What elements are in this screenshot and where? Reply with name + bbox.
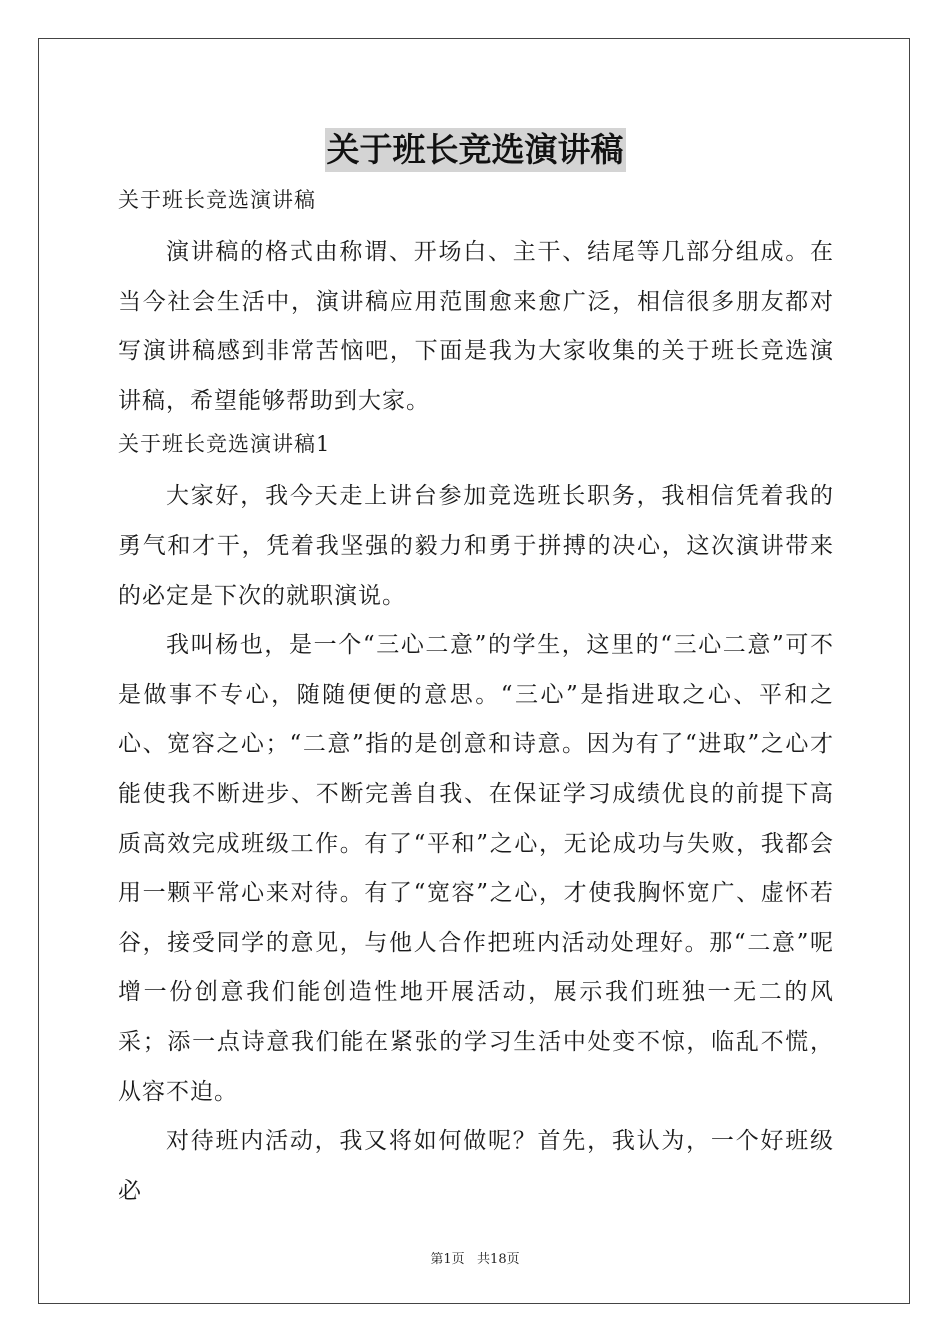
- page-number: 第1页 共18页: [430, 1252, 520, 1267]
- document-title: 关于班长竞选演讲稿: [325, 128, 626, 172]
- title-area: [0, 128, 950, 172]
- document-body: [118, 182, 834, 1216]
- section-heading: 关于班长竞选演讲稿1: [118, 432, 331, 457]
- body-paragraph: 对待班内活动，我又将如何做呢？首先，我认为，一个好班级必: [118, 1128, 834, 1204]
- body-paragraph: 我叫杨也，是一个“三心二意”的学生，这里的“三心二意”可不是做事不专心，随随便便的意思。“三心”是指进取之心、平和之心、宽容之心；“二意”指的是创意和诗意。因为有了“进取”之心才能使我不断进步、不断完善自我、在保证学习成绩优良的前提下高质高效完成班级工作。有了“平和”之心，无论成功与失败，我都会用一颗平常心来对待。有了“宽容”之心，才使我胸怀宽广、虚怀若谷，接受同学的意见，与他人合作把班内活动处理好。那“二意”呢增一份创意我们能创造性地开展活动，展示我们班独一无二的风采；添一点诗意我们能在紧张的学习生活中处变不惊，临乱不慌，从容不迫。: [118, 632, 834, 1105]
- document-subtitle: 关于班长竞选演讲稿: [118, 188, 316, 212]
- intro-paragraph: 演讲稿的格式由称谓、开场白、主干、结尾等几部分组成。在当今社会生活中，演讲稿应用范围愈来愈广泛，相信很多朋友都对写演讲稿感到非常苦恼吧，下面是我为大家收集的关于班长竞选演讲稿，希望能够帮助到大家。: [118, 239, 834, 414]
- body-paragraph: 大家好，我今天走上讲台参加竞选班长职务，我相信凭着我的勇气和才干，凭着我坚强的毅力和勇于拼搏的决心，这次演讲带来的必定是下次的就职演说。: [118, 483, 834, 609]
- page-footer: [0, 1248, 950, 1267]
